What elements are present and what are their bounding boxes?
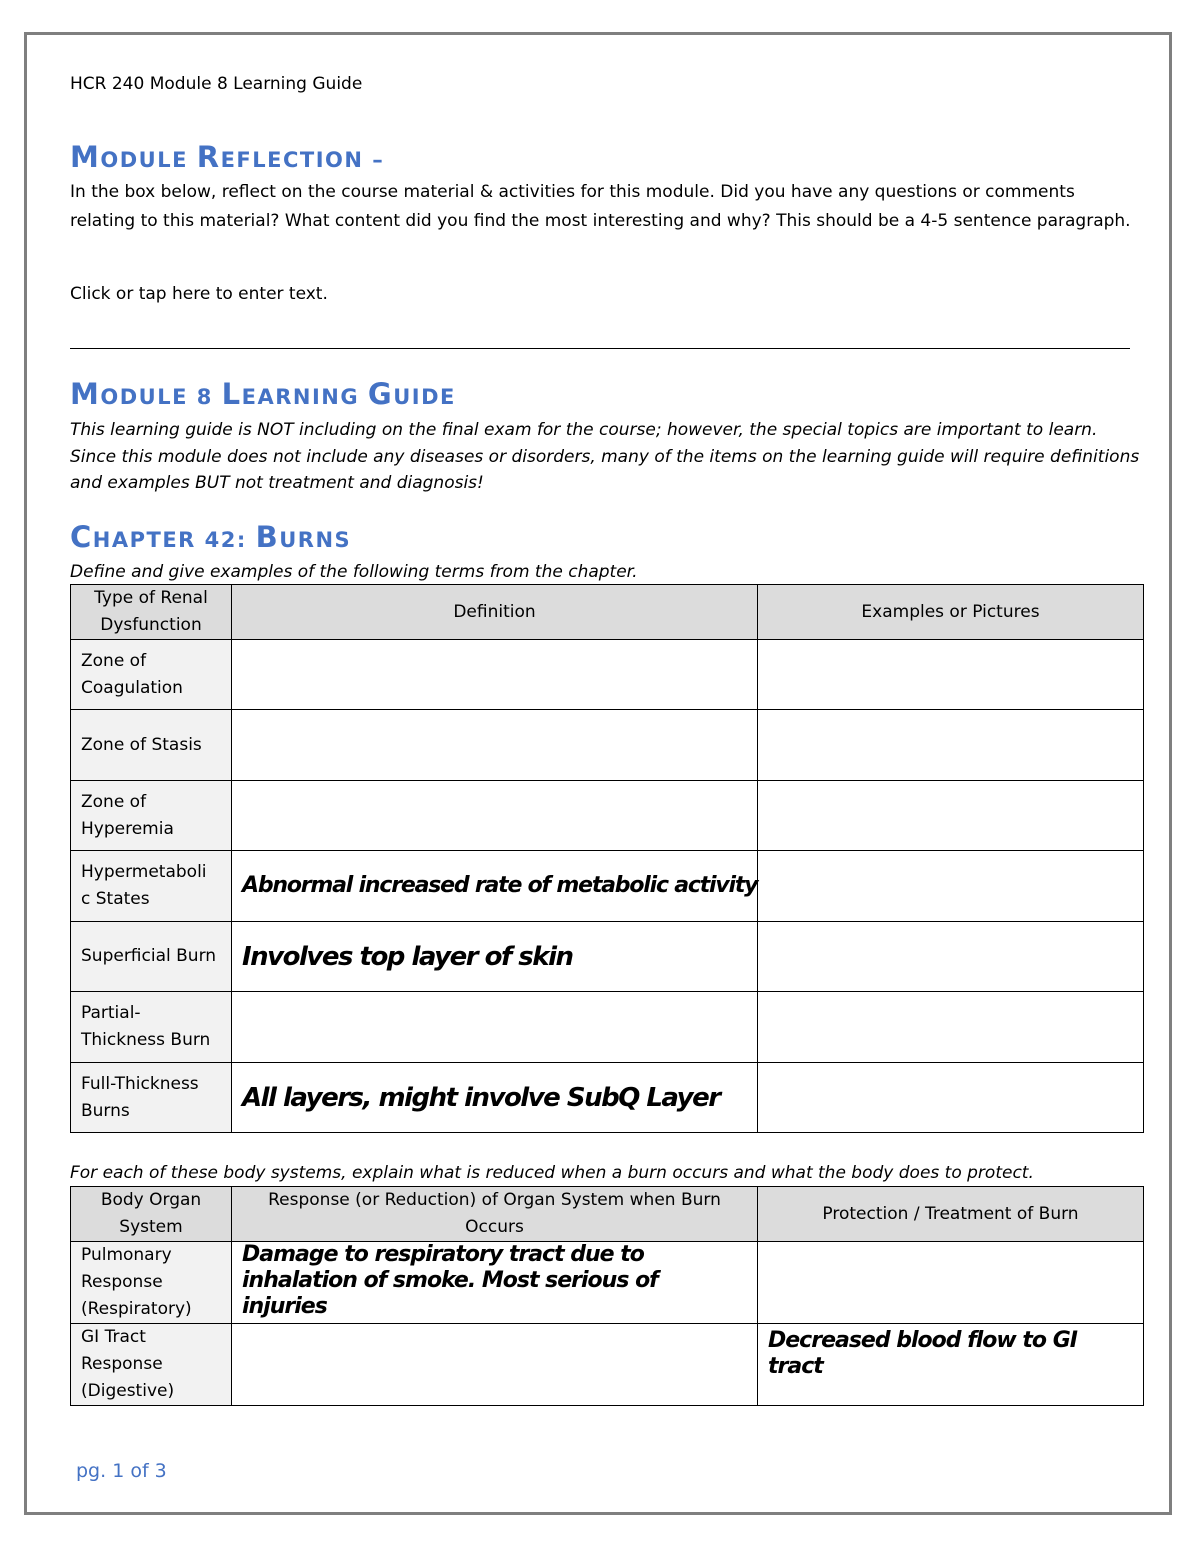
table-row xyxy=(71,1063,1144,1133)
system-cell: Pulmonary Response (Respiratory) xyxy=(71,1242,232,1324)
table-header-row xyxy=(71,1187,1144,1242)
column-header-system: Body Organ System xyxy=(71,1187,232,1242)
reflection-prompt: In the box below, reflect on the course material & activities for this module. Did you have any questions or comments relating to this material? What content did you find the most interesting and why? This should be a 4-5 sentence paragraph. xyxy=(70,182,1131,231)
term-cell: Hypermetaboli c States xyxy=(71,851,232,922)
handwritten-response[interactable]: Damage to respiratory tract due to inhalation of smoke. Most serious of injuries xyxy=(232,1242,758,1324)
document-header: HCR 240 Module 8 Learning Guide xyxy=(70,74,363,94)
module-reflection-heading: MODULE REFLECTION – xyxy=(70,140,385,174)
examples-cell[interactable] xyxy=(758,710,1144,781)
body-systems-instruction: For each of these body systems, explain what is reduced when a burn occurs and what the body does to protect. xyxy=(70,1163,1034,1183)
examples-cell[interactable] xyxy=(758,781,1144,851)
handwritten-definition[interactable]: Abnormal increased rate of metabolic activity xyxy=(232,851,758,922)
table-header-row xyxy=(71,585,1144,640)
protection-cell[interactable] xyxy=(758,1242,1144,1324)
reflection-text-field[interactable]: Click or tap here to enter text. xyxy=(70,284,328,304)
definition-cell[interactable] xyxy=(232,710,758,781)
burns-terms-table xyxy=(70,584,1144,1133)
table-row xyxy=(71,1324,1144,1406)
table-row xyxy=(71,992,1144,1063)
term-cell: Superficial Burn xyxy=(71,922,232,992)
examples-cell[interactable] xyxy=(758,922,1144,992)
learning-guide-heading: MODULE 8 LEARNING GUIDE xyxy=(70,377,456,411)
definition-cell[interactable] xyxy=(232,781,758,851)
handwritten-definition[interactable]: Involves top layer of skin xyxy=(232,922,758,992)
term-cell: Full-Thickness Burns xyxy=(71,1063,232,1133)
definition-cell[interactable] xyxy=(232,992,758,1063)
examples-cell[interactable] xyxy=(758,851,1144,922)
table-row xyxy=(71,710,1144,781)
system-cell: GI Tract Response (Digestive) xyxy=(71,1324,232,1406)
term-cell: Partial-Thickness Burn xyxy=(71,992,232,1063)
column-header-definition: Definition xyxy=(232,585,758,640)
column-header-protection: Protection / Treatment of Burn xyxy=(758,1187,1144,1242)
page-number: pg. 1 of 3 xyxy=(76,1460,167,1482)
table-row xyxy=(71,851,1144,922)
column-header-examples: Examples or Pictures xyxy=(758,585,1144,640)
section-divider xyxy=(70,348,1130,349)
term-cell: Zone of Stasis xyxy=(71,710,232,781)
handwritten-protection[interactable]: Decreased blood flow to GI tract xyxy=(758,1324,1144,1406)
table-row xyxy=(71,1242,1144,1324)
definition-cell[interactable] xyxy=(232,640,758,710)
column-header-type: Type of Renal Dysfunction xyxy=(71,585,232,640)
term-cell: Zone of Hyperemia xyxy=(71,781,232,851)
examples-cell[interactable] xyxy=(758,1063,1144,1133)
response-cell[interactable] xyxy=(232,1324,758,1406)
table-row xyxy=(71,922,1144,992)
chapter-instruction: Define and give examples of the following terms from the chapter. xyxy=(70,562,638,582)
handwritten-definition[interactable]: All layers, might involve SubQ Layer xyxy=(232,1063,758,1133)
table-row xyxy=(71,640,1144,710)
examples-cell[interactable] xyxy=(758,992,1144,1063)
column-header-response: Response (or Reduction) of Organ System when Burn Occurs xyxy=(232,1187,758,1242)
body-systems-table xyxy=(70,1186,1144,1406)
table-row xyxy=(71,781,1144,851)
examples-cell[interactable] xyxy=(758,640,1144,710)
learning-guide-note: This learning guide is NOT including on the final exam for the course; however, the special topics are important to learn. Since this module does not include any diseases or disorders, many of the items on the learning guide will require definitions and examples BUT not treatment and diagnosis! xyxy=(70,420,1140,493)
chapter-heading: CHAPTER 42: BURNS xyxy=(70,520,352,554)
term-cell: Zone of Coagulation xyxy=(71,640,232,710)
